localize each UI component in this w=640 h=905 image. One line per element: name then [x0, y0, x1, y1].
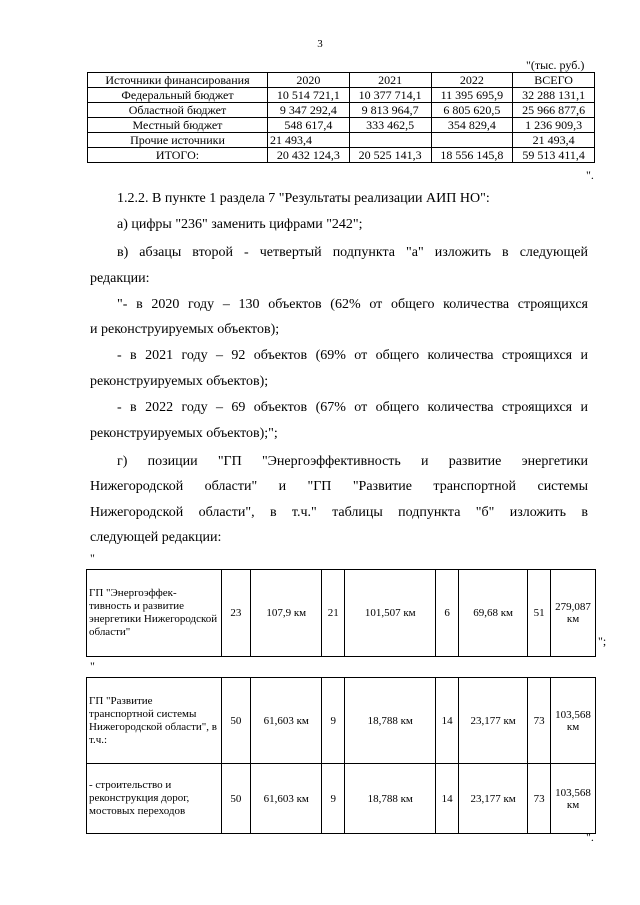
energy-table — [86, 569, 596, 657]
table-cell: 23,177 км — [459, 678, 528, 764]
paragraph-line: "- в 2020 году – 130 объектов (62% от общего количества строящихся — [117, 297, 588, 312]
table-cell: 73 — [528, 678, 551, 764]
table-cell: 11 395 695,9 — [431, 88, 513, 103]
header-2020: 2020 — [268, 73, 350, 88]
finance-table — [87, 72, 595, 163]
table-cell: 9 813 964,7 — [349, 103, 431, 118]
paragraph-line: Нижегородской области", в т.ч." таблицы подпункта "б" изложить в — [90, 505, 588, 520]
paragraph-line: Нижегородской области" и "ГП "Развитие транспортной системы — [90, 479, 588, 494]
paragraph-line: следующей редакции: — [90, 530, 222, 545]
table-cell: 61,603 км — [251, 678, 322, 764]
table-cell: 69,68 км — [459, 570, 528, 657]
table-cell: 51 — [528, 570, 551, 657]
table-cell: 333 462,5 — [349, 118, 431, 133]
paragraph-line: - в 2022 году – 69 объектов (67% от общего количества строящихся и — [117, 400, 588, 415]
paragraph-line: 1.2.2. В пункте 1 раздела 7 "Результаты реализации АИП НО": — [117, 191, 490, 206]
table-cell: Федеральный бюджет — [88, 88, 268, 103]
closing-quote: ". — [586, 168, 594, 182]
table-row-total — [88, 148, 595, 163]
table-cell: 32 288 131,1 — [513, 88, 595, 103]
table-row — [87, 764, 596, 834]
table-cell: 101,507 км — [345, 570, 436, 657]
table-cell: 21 493,4 — [513, 133, 595, 148]
table-cell: 9 347 292,4 — [268, 103, 350, 118]
table-cell: Областной бюджет — [88, 103, 268, 118]
paragraph-line: г) позиции "ГП "Энергоэффективность и развитие энергетики — [117, 454, 588, 469]
table-cell: Местный бюджет — [88, 118, 268, 133]
table-cell: 20 525 141,3 — [349, 148, 431, 163]
paragraph-line: - в 2021 году – 92 объектов (69% от общего количества строящихся и — [117, 348, 588, 363]
table-cell: 23 — [221, 570, 251, 657]
table-row — [88, 118, 595, 133]
table-cell: 18,788 км — [345, 764, 436, 834]
opening-quote: " — [90, 659, 95, 673]
table-cell: 6 — [436, 570, 459, 657]
header-2021: 2021 — [349, 73, 431, 88]
table-cell: 61,603 км — [251, 764, 322, 834]
table-cell: 21 — [322, 570, 345, 657]
table-cell: 59 513 411,4 — [513, 148, 595, 163]
opening-quote: " — [90, 551, 95, 565]
closing-quote: "; — [598, 634, 607, 648]
table-cell: ИТОГО: — [88, 148, 268, 163]
table-cell — [349, 133, 431, 148]
finance-table-header — [88, 73, 595, 88]
table-cell: 21 493,4 — [268, 133, 350, 148]
table-cell: 9 — [322, 678, 345, 764]
program-name: ГП "Энергоэффек-тивность и развитие энергетики Нижегородской области" — [87, 570, 222, 657]
header-sources: Источники финансирования — [88, 73, 268, 88]
program-name: ГП "Развитие транспортной системы Нижегородской области", в т.ч.: — [87, 678, 222, 764]
table-cell: 279,087 км — [551, 570, 596, 657]
paragraph-line: и реконструируемых объектов); — [90, 322, 280, 337]
program-name: - строительство и реконструкция дорог, мостовых переходов — [87, 764, 222, 834]
header-total: ВСЕГО — [513, 73, 595, 88]
table-cell: 18,788 км — [345, 678, 436, 764]
table-cell: 10 377 714,1 — [349, 88, 431, 103]
table-cell: Прочие источники — [88, 133, 268, 148]
table-row — [88, 88, 595, 103]
table-cell — [431, 133, 513, 148]
paragraph-line: а) цифры "236" заменить цифрами "242"; — [117, 217, 363, 232]
table-cell: 9 — [322, 764, 345, 834]
table-cell: 50 — [221, 764, 251, 834]
paragraph-line: реконструируемых объектов); — [90, 374, 269, 389]
paragraph-line: редакции: — [90, 271, 150, 286]
table-cell: 14 — [436, 764, 459, 834]
table-row — [88, 133, 595, 148]
table-cell: 20 432 124,3 — [268, 148, 350, 163]
table-row — [88, 103, 595, 118]
paragraph-line: реконструируемых объектов);"; — [90, 426, 278, 441]
table-cell: 103,568 км — [551, 764, 596, 834]
table-cell: 107,9 км — [251, 570, 322, 657]
table-cell: 6 805 620,5 — [431, 103, 513, 118]
table-cell: 103,568 км — [551, 678, 596, 764]
table-cell: 1 236 909,3 — [513, 118, 595, 133]
table-row — [87, 570, 596, 657]
paragraph-line: в) абзацы второй - четвертый подпункта "а" изложить в следующей — [117, 245, 588, 260]
transport-table — [86, 677, 596, 834]
table-cell: 18 556 145,8 — [431, 148, 513, 163]
table-cell: 14 — [436, 678, 459, 764]
units-note: "(тыс. руб.) — [526, 58, 585, 72]
page-number: 3 — [317, 38, 323, 50]
table-cell: 73 — [528, 764, 551, 834]
closing-quote: ". — [586, 830, 594, 844]
table-cell: 25 966 877,6 — [513, 103, 595, 118]
table-cell: 23,177 км — [459, 764, 528, 834]
table-cell: 548 617,4 — [268, 118, 350, 133]
table-cell: 10 514 721,1 — [268, 88, 350, 103]
table-cell: 354 829,4 — [431, 118, 513, 133]
table-cell: 50 — [221, 678, 251, 764]
header-2022: 2022 — [431, 73, 513, 88]
table-row — [87, 678, 596, 764]
